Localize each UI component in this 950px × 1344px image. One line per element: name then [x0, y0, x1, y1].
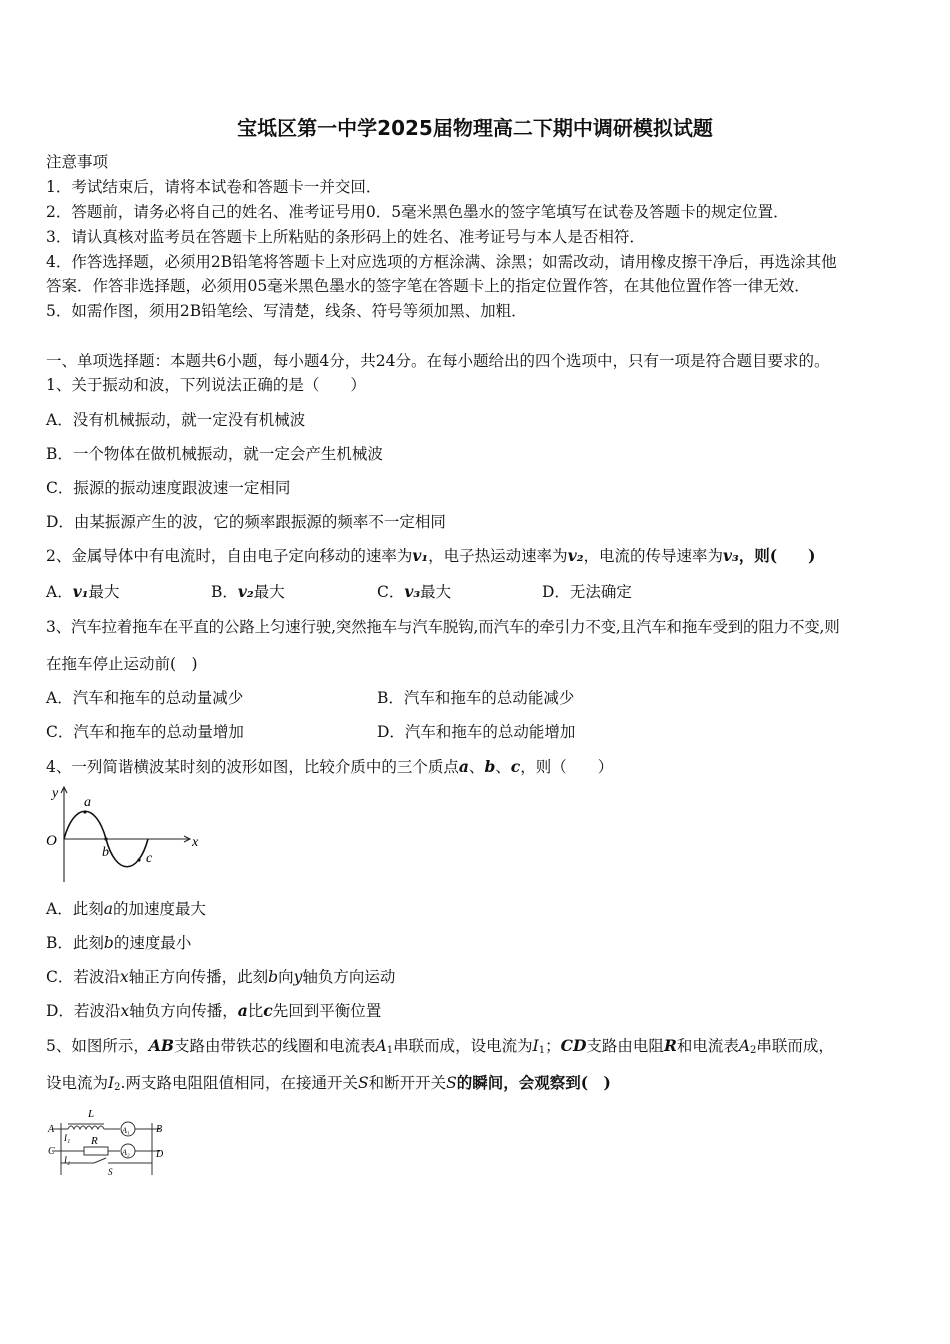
origin-label: O — [46, 833, 57, 849]
circuit-diagram — [44, 1105, 174, 1177]
label-i1: I₁ — [64, 1133, 71, 1143]
q1-option-c: C．振源的振动速度跟波速一定相同 — [46, 479, 291, 497]
label-c: C — [48, 1146, 55, 1157]
label-d: D — [156, 1149, 164, 1160]
q5-stem-line2: 设电流为$I_2$.两支路电阻阻值相同，在接通开关S和断开开关S的瞬间，会观察到( ) — [46, 1073, 611, 1093]
q2-stem: 2、金属导体中有电流时，自由电子定向移动的速率为v₁，电子热运动速率为v₂，电流的传导速率为v₃，则( ) — [46, 546, 816, 565]
point-c — [137, 858, 140, 861]
q3-option-c: C．汽车和拖车的总动量增加 — [46, 723, 244, 741]
label-i2: I₂ — [64, 1155, 71, 1165]
y-label: y — [52, 786, 59, 801]
label-r: R — [91, 1135, 98, 1147]
section-heading: 一、单项选择题：本题共6小题，每小题4分，共24分。在每小题给出的四个选项中，只有一项是符合题目要求的。 — [46, 352, 830, 370]
wave-graph — [40, 780, 215, 890]
label-a: A — [48, 1124, 55, 1135]
q1-option-a: A．没有机械振动，就一定没有机械波 — [46, 411, 306, 429]
x-label: x — [192, 835, 199, 850]
label-a1: A₁ — [122, 1126, 130, 1135]
q4-option-b: B．此刻b的速度最小 — [46, 934, 192, 952]
q2-option-a: A．v₁最大 — [46, 582, 120, 601]
label-s: S — [108, 1167, 113, 1177]
q5-stem-line1: 5、如图所示，AB支路由带铁芯的线圈和电流表$A_1$串联而成，设电流为$I_1$；CD支路由电阻R和电流表$A_2$串联而成， — [46, 1036, 834, 1056]
notice-item: 5．如需作图，须用2B铅笔绘、写清楚，线条、符号等须加黑、加粗． — [46, 302, 527, 320]
q1-option-d: D．由某振源产生的波，它的频率跟振源的频率不一定相同 — [46, 513, 446, 531]
label-b: B — [156, 1124, 163, 1135]
q4-option-d: D．若波沿x轴负方向传播，a比c先回到平衡位置 — [46, 1001, 382, 1020]
label-a2: A₂ — [122, 1148, 130, 1157]
switch-blade — [94, 1158, 106, 1163]
notice-item: 2．答题前，请务必将自己的姓名、准考证号用0．5毫米黑色墨水的签字笔填写在试卷及答题卡的规定位置． — [46, 203, 789, 221]
q2-option-d: D．无法确定 — [542, 583, 632, 601]
notice-item: 答案．作答非选择题，必须用05毫米黑色墨水的签字笔在答题卡上的指定位置作答，在其他位置作答一律无效． — [46, 277, 810, 295]
inductor-coil — [68, 1126, 104, 1129]
notice-item: 1．考试结束后，请将本试卷和答题卡一并交回． — [46, 178, 382, 196]
q4-option-c: C．若波沿x轴正方向传播，此刻b向y轴负方向运动 — [46, 968, 396, 986]
point-b — [104, 837, 107, 840]
q3-option-d: D．汽车和拖车的总动能增加 — [377, 723, 576, 741]
notice-heading: 注意事项 — [46, 153, 109, 171]
a-label: a — [84, 795, 91, 810]
q3-option-b: B．汽车和拖车的总动能减少 — [377, 689, 575, 707]
q4-stem: 4、一列简谐横波某时刻的波形如图，比较介质中的三个质点a、b、c，则（ ） — [46, 757, 614, 776]
q3-stem-line2: 在拖车停止运动前( ) — [46, 655, 198, 673]
q1-option-b: B．一个物体在做机械振动，就一定会产生机械波 — [46, 445, 383, 463]
q3-stem-line1: 3、汽车拉着拖车在平直的公路上匀速行驶,突然拖车与汽车脱钩,而汽车的牵引力不变,且汽车和拖车受到的阻力不变,则 — [46, 618, 840, 636]
page-title: 宝坻区第一中学2025届物理高二下期中调研模拟试题 — [237, 116, 713, 140]
q2-option-b: B．v₂最大 — [211, 582, 285, 601]
notice-item: 3．请认真核对监考员在答题卡上所粘贴的条形码上的姓名、准考证号与本人是否相符． — [46, 228, 645, 246]
notice-item: 4．作答选择题，必须用2B铅笔将答题卡上对应选项的方框涂满、涂黑；如需改动，请用橡皮擦干净后，再选涂其他 — [46, 253, 837, 271]
point-a — [83, 810, 86, 813]
q3-option-a: A．汽车和拖车的总动量减少 — [46, 689, 244, 707]
label-l: L — [88, 1108, 95, 1120]
b-label: b — [102, 845, 109, 860]
q4-option-a: A．此刻a的加速度最大 — [46, 900, 206, 918]
c-label: c — [146, 851, 153, 866]
resistor — [84, 1147, 108, 1155]
q2-option-c: C．v₃最大 — [377, 582, 452, 601]
q1-stem: 1、关于振动和波，下列说法正确的是（ ） — [46, 376, 366, 394]
